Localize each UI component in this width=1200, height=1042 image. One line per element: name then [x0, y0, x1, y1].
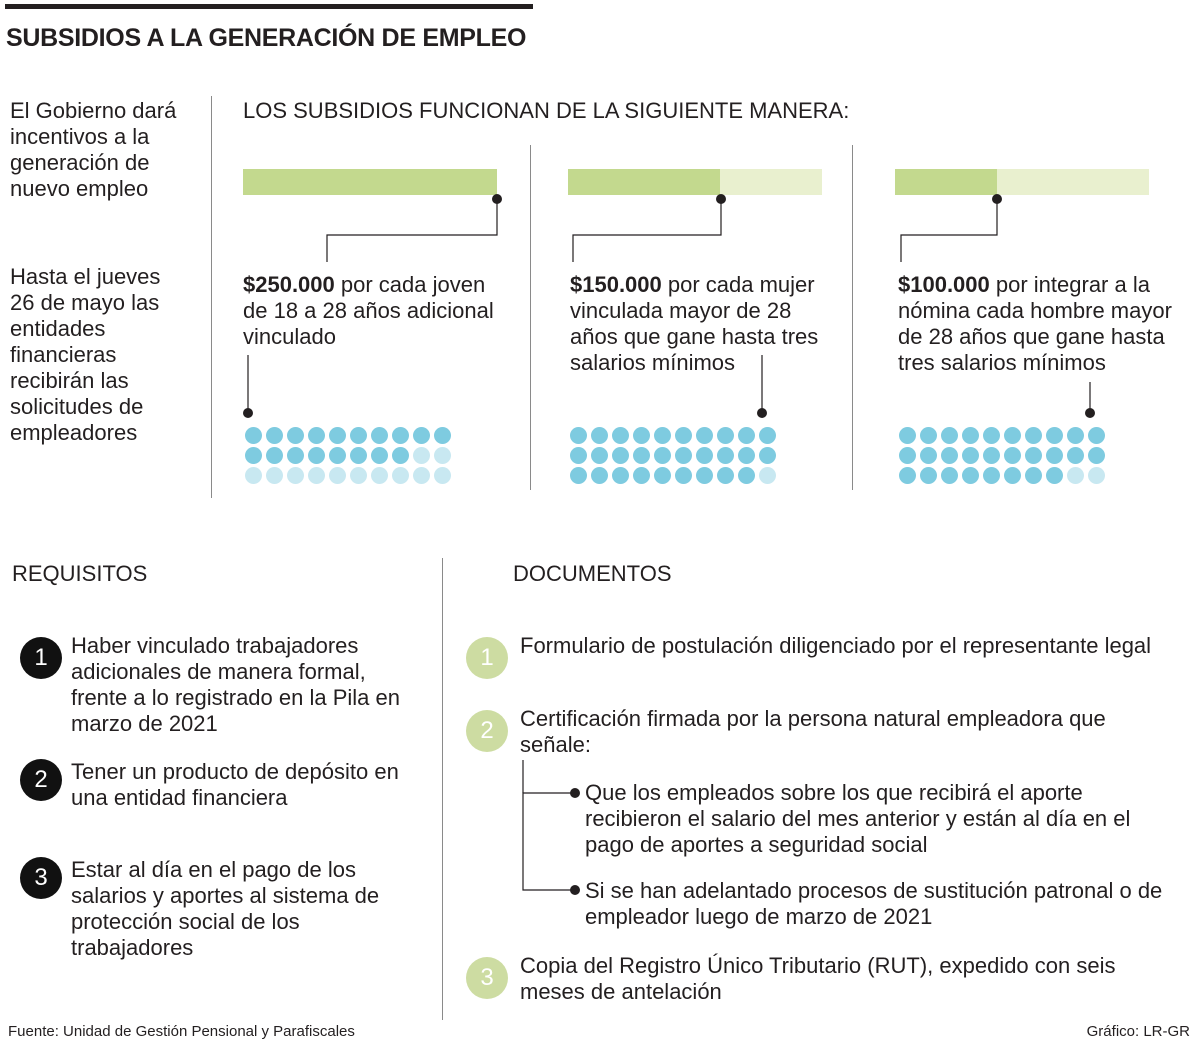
intro-paragraph-2: Hasta el jueves 26 de mayo las entidades financieras recibirán las solicitudes de empleadores — [10, 264, 161, 445]
page-title: SUBSIDIOS A LA GENERACIÓN DE EMPLEO — [6, 24, 527, 52]
subsidy-1-top-connector — [327, 199, 497, 262]
subsidy-1-text: por cada joven de 18 a 28 años adicional vinculado — [243, 272, 494, 349]
documento-2-subitem-1: Que los empleados sobre los que recibirá el aporte recibieron el salario del mes anterior y están al día en el pago de aportes a seguridad social — [585, 780, 1131, 857]
subsidies-heading: LOS SUBSIDIOS FUNCIONAN DE LA SIGUIENTE MANERA: — [243, 98, 850, 123]
subsidy-2-text: por cada mujer vinculada mayor de 28 años que gane hasta tres salarios mínimos — [570, 272, 819, 375]
subsidy-3-amount: $100.000 — [898, 272, 990, 297]
documento-2-subitem-2: Si se han adelantado procesos de sustitución patronal o de empleador luego de marzo de 2021 — [585, 878, 1163, 929]
documento-1-badge: 1 — [466, 637, 508, 679]
requisito-1-text: Haber vinculado trabajadores adicionales de manera formal, frente a lo registrado en la Pila en marzo de 2021 — [71, 633, 400, 736]
subsidy-1-top-dot — [492, 194, 502, 204]
requisito-2-text: Tener un producto de depósito en una entidad financiera — [71, 759, 399, 810]
documento-2-badge: 2 — [466, 710, 508, 752]
sub-bullet-bracket — [523, 793, 574, 890]
requisitos-heading: REQUISITOS — [12, 561, 148, 586]
documento-1-text: Formulario de postulación diligenciado por el representante legal — [520, 633, 1152, 658]
requisito-1-badge: 1 — [20, 637, 62, 679]
requisito-3-badge: 3 — [20, 857, 62, 899]
subsidy-3-bottom-dot — [1085, 408, 1095, 418]
subsidy-2-top-dot — [716, 194, 726, 204]
bottom-divider — [442, 558, 443, 1020]
footer-source: Fuente: Unidad de Gestión Pensional y Parafiscales — [8, 1023, 355, 1040]
subsidy-3-text: por integrar a la nómina cada hombre mayor de 28 años que gane hasta tres salarios mínimos — [898, 272, 1172, 375]
footer-credit: Gráfico: LR-GR — [1086, 1023, 1190, 1040]
subsidy-2-top-connector — [573, 199, 721, 262]
documentos-heading: DOCUMENTOS — [513, 561, 672, 586]
requisito-3-text: Estar al día en el pago de los salarios y aportes al sistema de protección social de los trabajadores — [71, 857, 380, 960]
subsidy-2-amount: $150.000 — [570, 272, 662, 297]
documento-3-badge: 3 — [466, 957, 508, 999]
subsidy-1-bottom-dot — [243, 408, 253, 418]
subsidy-3-top-connector — [901, 199, 997, 262]
intro-paragraph-1: El Gobierno dará incentivos a la generación de nuevo empleo — [10, 98, 177, 201]
requisito-2-badge: 2 — [20, 759, 62, 801]
subsidy-1-amount: $250.000 — [243, 272, 335, 297]
subsidy-2-bottom-dot — [757, 408, 767, 418]
subsidy-3-top-dot — [992, 194, 1002, 204]
documento-3-text: Copia del Registro Único Tributario (RUT), expedido con seis meses de antelación — [520, 953, 1116, 1004]
documento-2-text: Certificación firmada por la persona natural empleadora que señale: — [520, 706, 1106, 757]
sub-bullet-1-dot — [570, 788, 580, 798]
sub-bullet-2-dot — [570, 885, 580, 895]
